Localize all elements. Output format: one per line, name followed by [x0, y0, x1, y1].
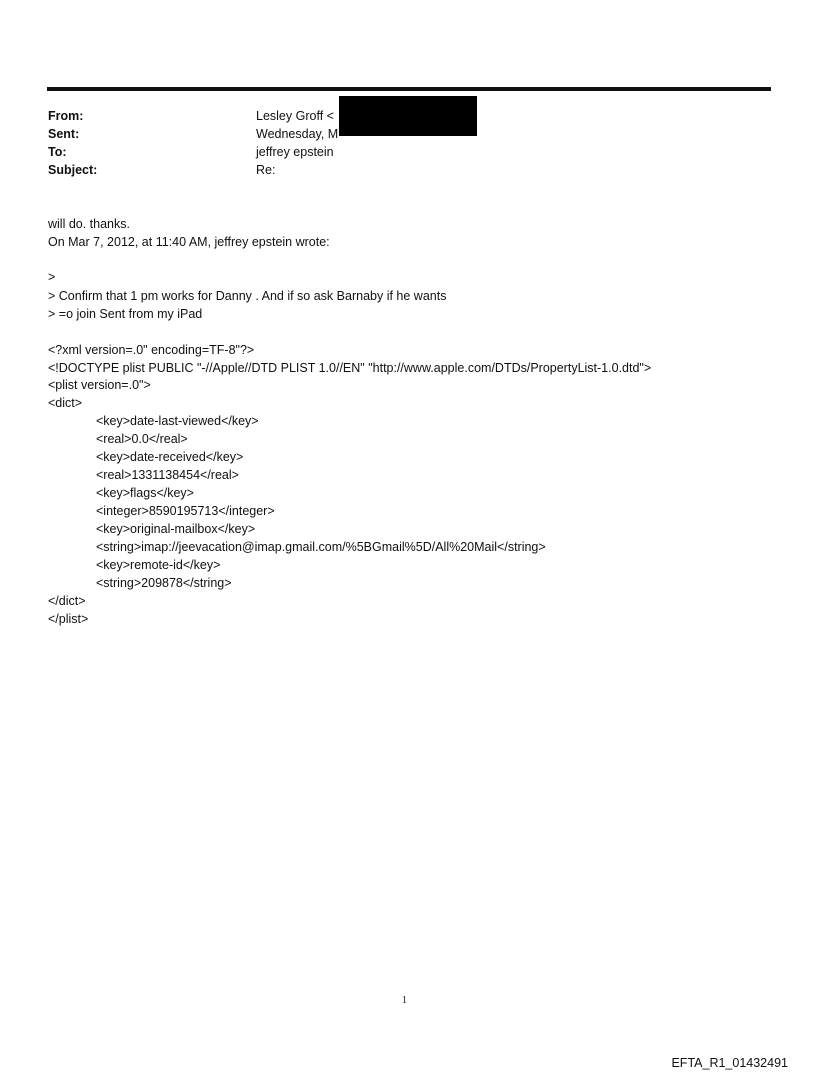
xml-declaration: <?xml version=.0" encoding=TF-8"?> — [48, 343, 255, 357]
doctype-line: <!DOCTYPE plist PUBLIC "-//Apple//DTD PLIST 1.0//EN" "http://www.apple.com/DTDs/PropertyList-1.0.dtd"> — [48, 361, 652, 375]
plist-entry: <integer>8590195713</integer> — [96, 504, 275, 518]
quoted-line: > =o join Sent from my iPad — [48, 307, 203, 321]
from-label: From: — [48, 109, 84, 123]
plist-entry: <string>209878</string> — [96, 576, 232, 590]
subject-value: Re: — [256, 163, 276, 177]
dict-close: </dict> — [48, 594, 86, 608]
plist-entry: <key>original-mailbox</key> — [96, 522, 256, 536]
plist-close: </plist> — [48, 612, 89, 626]
page-number: 1 — [402, 995, 407, 1006]
reply-line: will do. thanks. — [48, 217, 130, 231]
to-label: To: — [48, 145, 67, 159]
plist-entry: <key>flags</key> — [96, 486, 194, 500]
plist-open: <plist version=.0"> — [48, 378, 151, 392]
plist-entry: <key>date-last-viewed</key> — [96, 414, 259, 428]
redaction-block — [339, 96, 477, 136]
subject-label: Subject: — [48, 163, 98, 177]
bates-number: EFTA_R1_01432491 — [671, 1056, 788, 1070]
plist-entry: <key>remote-id</key> — [96, 558, 221, 572]
quote-attribution: On Mar 7, 2012, at 11:40 AM, jeffrey epstein wrote: — [48, 235, 330, 249]
header-divider — [47, 87, 771, 91]
quoted-line: > — [48, 270, 56, 284]
from-value: Lesley Groff < — [256, 109, 334, 123]
plist-entry: <key>date-received</key> — [96, 450, 244, 464]
plist-entry: <real>0.0</real> — [96, 432, 188, 446]
plist-entry: <real>1331138454</real> — [96, 468, 239, 482]
dict-open: <dict> — [48, 396, 83, 410]
sent-label: Sent: — [48, 127, 80, 141]
sent-value: Wednesday, M — [256, 127, 339, 141]
to-value: jeffrey epstein — [256, 145, 334, 159]
quoted-line: > Confirm that 1 pm works for Danny . And if so ask Barnaby if he wants — [48, 289, 447, 303]
plist-entry: <string>imap://jeevacation@imap.gmail.com/%5BGmail%5D/All%20Mail</string> — [96, 540, 546, 554]
